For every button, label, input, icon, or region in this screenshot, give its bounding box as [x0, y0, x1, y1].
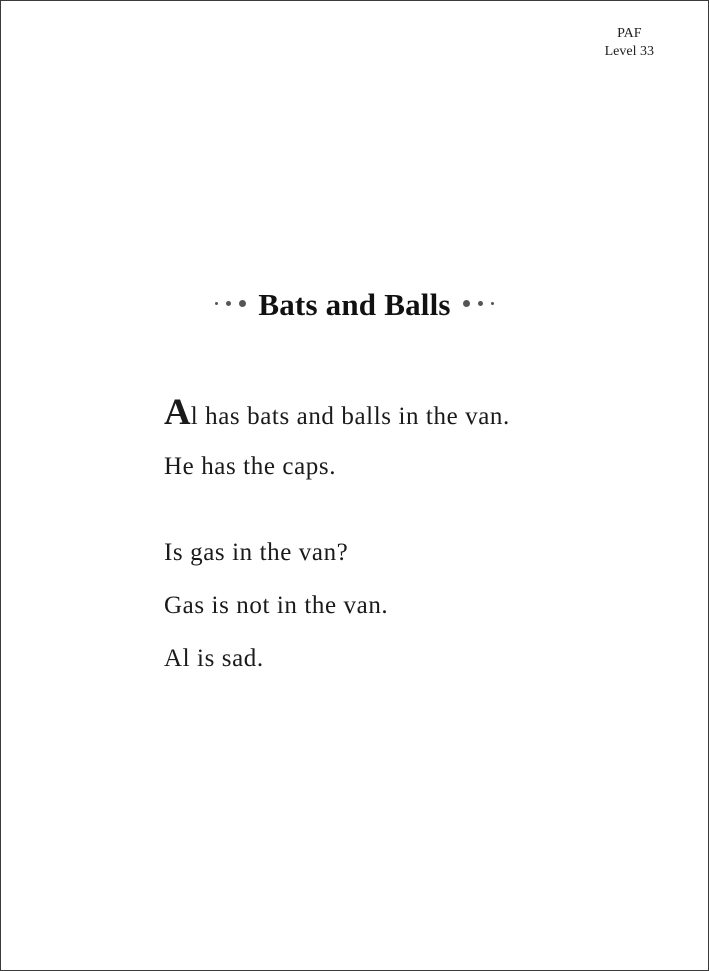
level-label: Level 33 [604, 44, 654, 59]
story-line: Is gas in the van? [164, 539, 349, 566]
title-ornament-left [215, 294, 254, 312]
ornament-dot [463, 300, 470, 307]
story-line: He has the caps. [164, 453, 337, 480]
story-line: Al is sad. [164, 645, 264, 672]
story-line: Gas is not in the van. [164, 592, 389, 619]
story-line [164, 391, 510, 434]
level-indicator [605, 25, 654, 61]
ornament-dot [239, 300, 246, 307]
title-row [1, 287, 708, 323]
story-line-text: l has bats and balls in the van. [190, 403, 510, 430]
ornament-dot [226, 301, 231, 306]
ornament-dot [491, 302, 494, 305]
story-title: Bats and Balls [258, 287, 451, 322]
ornament-dot [215, 302, 218, 305]
ornament-dot [478, 301, 483, 306]
title-ornament-right [455, 294, 494, 312]
series-label: PAF [617, 26, 642, 41]
drop-cap: A [164, 392, 191, 433]
